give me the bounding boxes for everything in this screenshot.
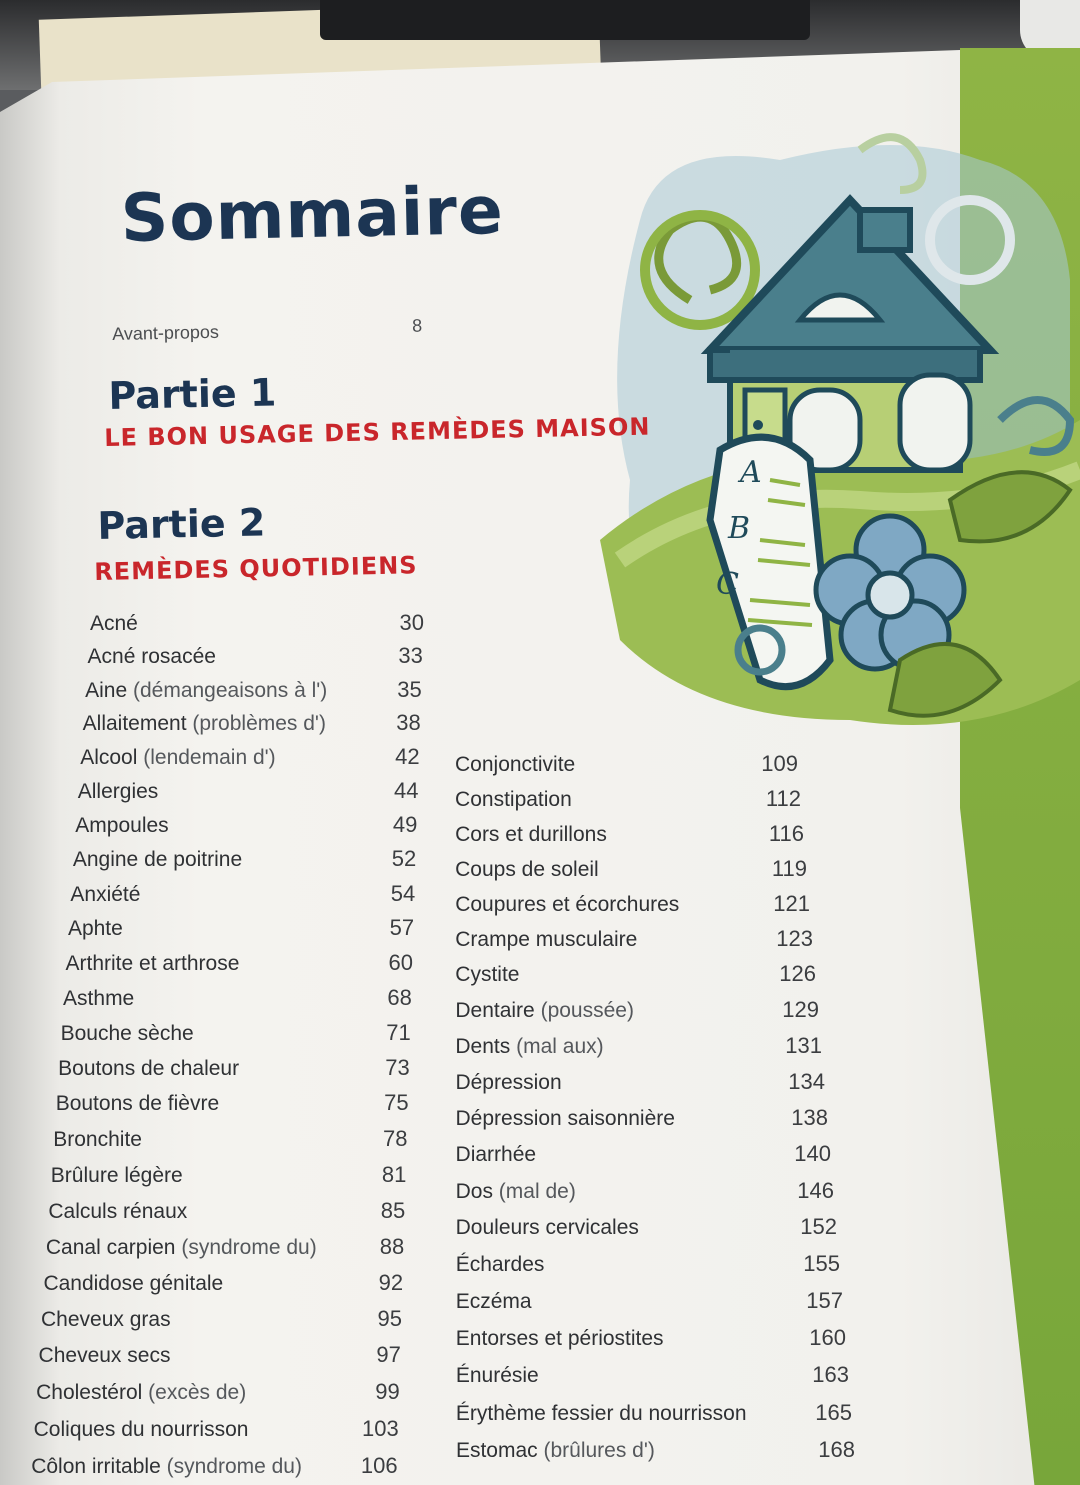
toc-entry-page: 123: [776, 926, 813, 951]
toc-entry-label: [456, 1439, 655, 1463]
toc-entry-label: [70, 883, 140, 907]
toc-entry-page: 165: [815, 1399, 852, 1425]
toc-entry[interactable]: [80, 746, 419, 776]
toc-entry[interactable]: [456, 1253, 840, 1283]
toc-entry-note: (problèmes d'): [192, 712, 326, 736]
toc-entry-page: 42: [395, 744, 420, 770]
toc-entry[interactable]: [456, 1216, 837, 1246]
toc-entry-title: Douleurs cervicales: [455, 1216, 639, 1240]
toc-entry-label: [61, 1022, 194, 1046]
toc-entry-title: Dents: [455, 1034, 511, 1058]
toc-entry-title: Candidose génitale: [43, 1271, 224, 1295]
toc-entry-page: 138: [791, 1105, 828, 1130]
toc-entry-note: (brûlures d'): [543, 1439, 655, 1463]
toc-entry[interactable]: [455, 963, 816, 993]
toc-entry[interactable]: [455, 1177, 834, 1210]
toc-entry[interactable]: [45, 1233, 405, 1266]
toc-entry[interactable]: [43, 1269, 404, 1302]
toc-entry[interactable]: [456, 1327, 846, 1357]
toc-entry-page: 152: [800, 1214, 837, 1240]
toc-entry-page: 146: [797, 1177, 834, 1203]
toc-entry-title: Coupures et écorchures: [455, 892, 680, 916]
toc-entry-page: 103: [361, 1415, 399, 1441]
toc-entry-label: [83, 712, 326, 736]
toc-entry-label: [456, 1107, 675, 1131]
toc-entry-label: [56, 1092, 219, 1116]
toc-entry-label: [455, 753, 575, 777]
toc-entry-page: 54: [390, 880, 416, 906]
toc-entry[interactable]: [455, 785, 801, 818]
toc-entry-page: 88: [379, 1233, 405, 1259]
toc-entry-page: 116: [768, 820, 804, 846]
toc-entry-label: [456, 1143, 537, 1167]
part1-heading: Partie 1: [108, 370, 277, 418]
toc-entry[interactable]: [63, 984, 412, 1017]
toc-entry-label: [455, 928, 637, 952]
toc-entry[interactable]: [455, 999, 819, 1029]
toc-entry-title: Cholestérol: [36, 1381, 143, 1405]
toc-entry[interactable]: [85, 676, 422, 709]
toc-entry[interactable]: [455, 820, 804, 853]
toc-entry-label: [455, 893, 679, 917]
toc-entry-title: Cystite: [455, 963, 520, 987]
toc-entry-label: [85, 679, 327, 703]
toc-entry-label: [456, 1327, 664, 1351]
toc-entry-page: 157: [806, 1288, 843, 1313]
scroll-letter-c: C: [716, 567, 739, 602]
toc-entry-title: Conjonctivite: [455, 753, 576, 776]
toc-entry[interactable]: [50, 1161, 407, 1194]
house-illustration: [600, 120, 1080, 760]
toc-entry[interactable]: [78, 780, 419, 810]
toc-entry-title: Acné: [90, 612, 138, 635]
toc-entry[interactable]: [83, 712, 421, 742]
toc-entry-page: 95: [377, 1306, 402, 1331]
toc-entry-title: Énurésie: [455, 1364, 539, 1388]
toc-entry-note: (démangeaisons à l'): [132, 678, 328, 702]
toc-entry-label: [41, 1308, 171, 1332]
toc-entry[interactable]: [53, 1128, 407, 1158]
toc-entry-label: [51, 1164, 183, 1188]
toc-entry-label: [456, 1364, 539, 1388]
toc-entry[interactable]: [75, 814, 417, 844]
toc-entry[interactable]: [39, 1344, 401, 1374]
toc-entry[interactable]: [456, 1439, 855, 1469]
desk-object: [320, 0, 810, 40]
toc-entry-page: 85: [380, 1197, 406, 1223]
toc-entry-page: 160: [809, 1325, 846, 1351]
toc-entry-label: [63, 987, 134, 1011]
toc-entry-title: Cheveux gras: [41, 1308, 171, 1331]
toc-entry-label: [456, 1216, 639, 1240]
toc-entry-label: [66, 952, 240, 976]
toc-entry-label: [43, 1272, 223, 1296]
toc-entry-label: [455, 963, 519, 987]
toc-entry[interactable]: [455, 1068, 825, 1101]
toc-entry-label: [456, 1402, 747, 1426]
toc-entry-label: [53, 1128, 142, 1152]
toc-entry[interactable]: [58, 1057, 410, 1087]
toc-entry[interactable]: [455, 890, 810, 923]
toc-entry-title: Calculs rénaux: [48, 1199, 188, 1223]
toc-entry-title: Boutons de chaleur: [58, 1057, 240, 1081]
toc-entry-title: Constipation: [455, 787, 572, 811]
toc-entry-page: 112: [765, 785, 801, 811]
toc-entry-page: 168: [818, 1437, 855, 1463]
part1-subtitle: LE BON USAGE DES REMÈDES MAISON: [104, 412, 651, 452]
toc-entry-page: 121: [773, 890, 810, 916]
toc-entry-label: [78, 780, 159, 804]
toc-entry-label: Avant-propos: [112, 321, 220, 344]
toc-entry[interactable]: [455, 1399, 852, 1432]
toc-entry[interactable]: [33, 1415, 399, 1448]
toc-entry-note: (syndrome du): [181, 1235, 317, 1259]
toc-entry-title: Dos: [455, 1179, 493, 1203]
toc-entry-label: [455, 1071, 561, 1095]
toc-entry-label: [455, 788, 572, 812]
toc-entry-label: [48, 1200, 187, 1224]
toc-entry-title: Dépression saisonnière: [455, 1107, 675, 1130]
toc-entry-page: 73: [385, 1055, 410, 1081]
toc-entry-title: Bouche sèche: [60, 1021, 194, 1045]
toc-entry-page: 30: [399, 610, 424, 635]
toc-entry-note: (lendemain d'): [143, 746, 276, 770]
toc-entry-label: [455, 1035, 603, 1059]
toc-entry-page: 106: [360, 1452, 398, 1478]
toc-entry-label: [455, 858, 599, 882]
toc-entry[interactable]: [70, 880, 416, 913]
toc-entry-title: Allergies: [77, 780, 159, 803]
toc-entry-label: [46, 1236, 317, 1260]
toc-entry-label: [456, 1180, 576, 1204]
toc-entry-label: [31, 1455, 302, 1479]
toc-entry-label: [456, 1290, 532, 1314]
part2-subtitle: REMÈDES QUOTIDIENS: [94, 551, 418, 586]
toc-entry-title: Aphte: [67, 917, 123, 941]
toc-entry[interactable]: [456, 1107, 829, 1137]
toc-entry-title: Allaitement: [82, 712, 187, 736]
toc-entry-label: [75, 814, 168, 838]
toc-entry-title: Brûlure légère: [50, 1163, 183, 1187]
toc-entry-title: Alcool: [80, 746, 138, 770]
toc-entry-title: Côlon irritable: [31, 1454, 161, 1478]
toc-entry-page: 38: [396, 710, 421, 736]
toc-entry[interactable]: [36, 1381, 400, 1411]
toc-entry-page: 134: [788, 1068, 825, 1094]
toc-entry-page: 33: [398, 643, 423, 669]
toc-entry-title: Dépression: [455, 1070, 562, 1094]
toc-entry-page: 57: [389, 915, 415, 941]
toc-entry-title: Bronchite: [53, 1128, 142, 1151]
toc-entry-label: [90, 612, 138, 636]
toc-entry[interactable]: [73, 848, 416, 878]
toc-entry-title: Asthme: [63, 986, 135, 1010]
toc-entry-page: 155: [803, 1251, 840, 1277]
toc-entry-title: Estomac: [455, 1439, 538, 1463]
toc-entry-title: Diarrhée: [455, 1143, 537, 1167]
toc-entry-page: 129: [782, 997, 819, 1023]
toc-entry[interactable]: [48, 1197, 406, 1230]
toc-entry-title: Arthrite et arthrose: [65, 952, 240, 975]
toc-entry-page: 126: [779, 961, 816, 987]
toc-entry-page: 163: [812, 1362, 849, 1388]
toc-entry-page: 44: [394, 778, 419, 803]
toc-entry-page: 119: [771, 855, 807, 881]
toc-entry-label: [68, 917, 123, 941]
toc-entry-title: Dentaire: [455, 999, 535, 1023]
toc-entry-title: Canal carpien: [45, 1235, 176, 1259]
toc-entry-page: 99: [375, 1379, 400, 1405]
toc-entry[interactable]: [68, 917, 414, 947]
toc-entry-page: 71: [386, 1019, 411, 1045]
toc-entry-note: (syndrome du): [166, 1454, 302, 1478]
page-title: Sommaire: [120, 171, 505, 257]
toc-entry-title: Érythème fessier du nourrisson: [455, 1401, 747, 1425]
toc-entry[interactable]: [31, 1452, 398, 1485]
toc-entry-label: [36, 1381, 246, 1405]
toc-entry-note: (poussée): [540, 999, 634, 1023]
toc-entry-title: Eczéma: [455, 1290, 532, 1313]
toc-entry-page: 52: [391, 846, 417, 872]
toc-entry[interactable]: [60, 1019, 411, 1052]
toc-entry-page: 35: [397, 676, 422, 702]
toc-entry-page: 78: [383, 1126, 408, 1151]
toc-entry-title: Échardes: [455, 1253, 545, 1277]
toc-entry-page: 109: [761, 751, 798, 776]
toc-entry-title: Anxiété: [70, 882, 141, 906]
toc-entry-label: [58, 1057, 239, 1081]
scroll-letter-a: A: [740, 455, 762, 490]
toc-entry-label: [455, 823, 607, 847]
toc-entry-page: 68: [387, 984, 412, 1010]
toc-entry-page: 49: [392, 812, 418, 838]
toc-entry-label: [34, 1418, 249, 1442]
toc-entry-page: 92: [378, 1269, 404, 1295]
toc-entry-title: Crampe musculaire: [455, 928, 638, 951]
toc-entry-title: Boutons de fièvre: [55, 1092, 220, 1116]
toc-entry-page: 81: [381, 1161, 407, 1187]
toc-entry-label: [455, 999, 634, 1023]
toc-entry-page: 8: [411, 315, 423, 336]
toc-entry-page: 140: [794, 1141, 831, 1167]
toc-entry-label: [456, 1253, 545, 1277]
toc-entry[interactable]: [456, 1143, 831, 1173]
toc-entry-title: Coliques du nourrisson: [33, 1417, 249, 1441]
toc-entry-page: 97: [376, 1342, 401, 1368]
toc-entry-label: [88, 645, 216, 669]
toc-entry[interactable]: [456, 1290, 843, 1320]
toc-entry[interactable]: [88, 645, 423, 675]
toc-entry-note: (excès de): [148, 1381, 247, 1405]
toc-entry-title: Angine de poitrine: [72, 848, 243, 872]
toc-entry-note: (mal aux): [516, 1034, 604, 1058]
toc-entry-page: 75: [384, 1090, 409, 1116]
toc-entry-note: (mal de): [498, 1179, 576, 1203]
toc-entry-title: Entorses et périostites: [455, 1327, 664, 1351]
scroll-letter-b: B: [728, 511, 751, 546]
toc-entry[interactable]: [41, 1308, 402, 1338]
toc-entry-title: Cheveux secs: [38, 1344, 171, 1368]
part2-heading: Partie 2: [97, 500, 266, 548]
toc-entry-title: Cors et durillons: [455, 822, 607, 846]
toc-entry-label: [80, 746, 275, 770]
toc-entry-page: 131: [785, 1032, 822, 1058]
toc-entry[interactable]: [90, 612, 424, 642]
toc-entry[interactable]: [56, 1092, 409, 1122]
toc-entry-label: [73, 848, 242, 872]
toc-entry-title: Ampoules: [75, 814, 169, 838]
toc-entry-label: [39, 1344, 171, 1368]
toc-entry[interactable]: [455, 1032, 822, 1065]
toc-entry-title: Coups de soleil: [455, 857, 599, 881]
toc-entry-title: Acné rosacée: [87, 645, 216, 669]
toc-entry[interactable]: [455, 928, 813, 958]
toc-entry-title: Aine: [85, 678, 128, 702]
toc-entry-page: 60: [388, 950, 413, 975]
toc-entry[interactable]: [456, 1364, 849, 1394]
toc-entry[interactable]: [455, 753, 798, 783]
toc-entry[interactable]: [66, 952, 414, 982]
toc-entry[interactable]: [455, 855, 807, 888]
